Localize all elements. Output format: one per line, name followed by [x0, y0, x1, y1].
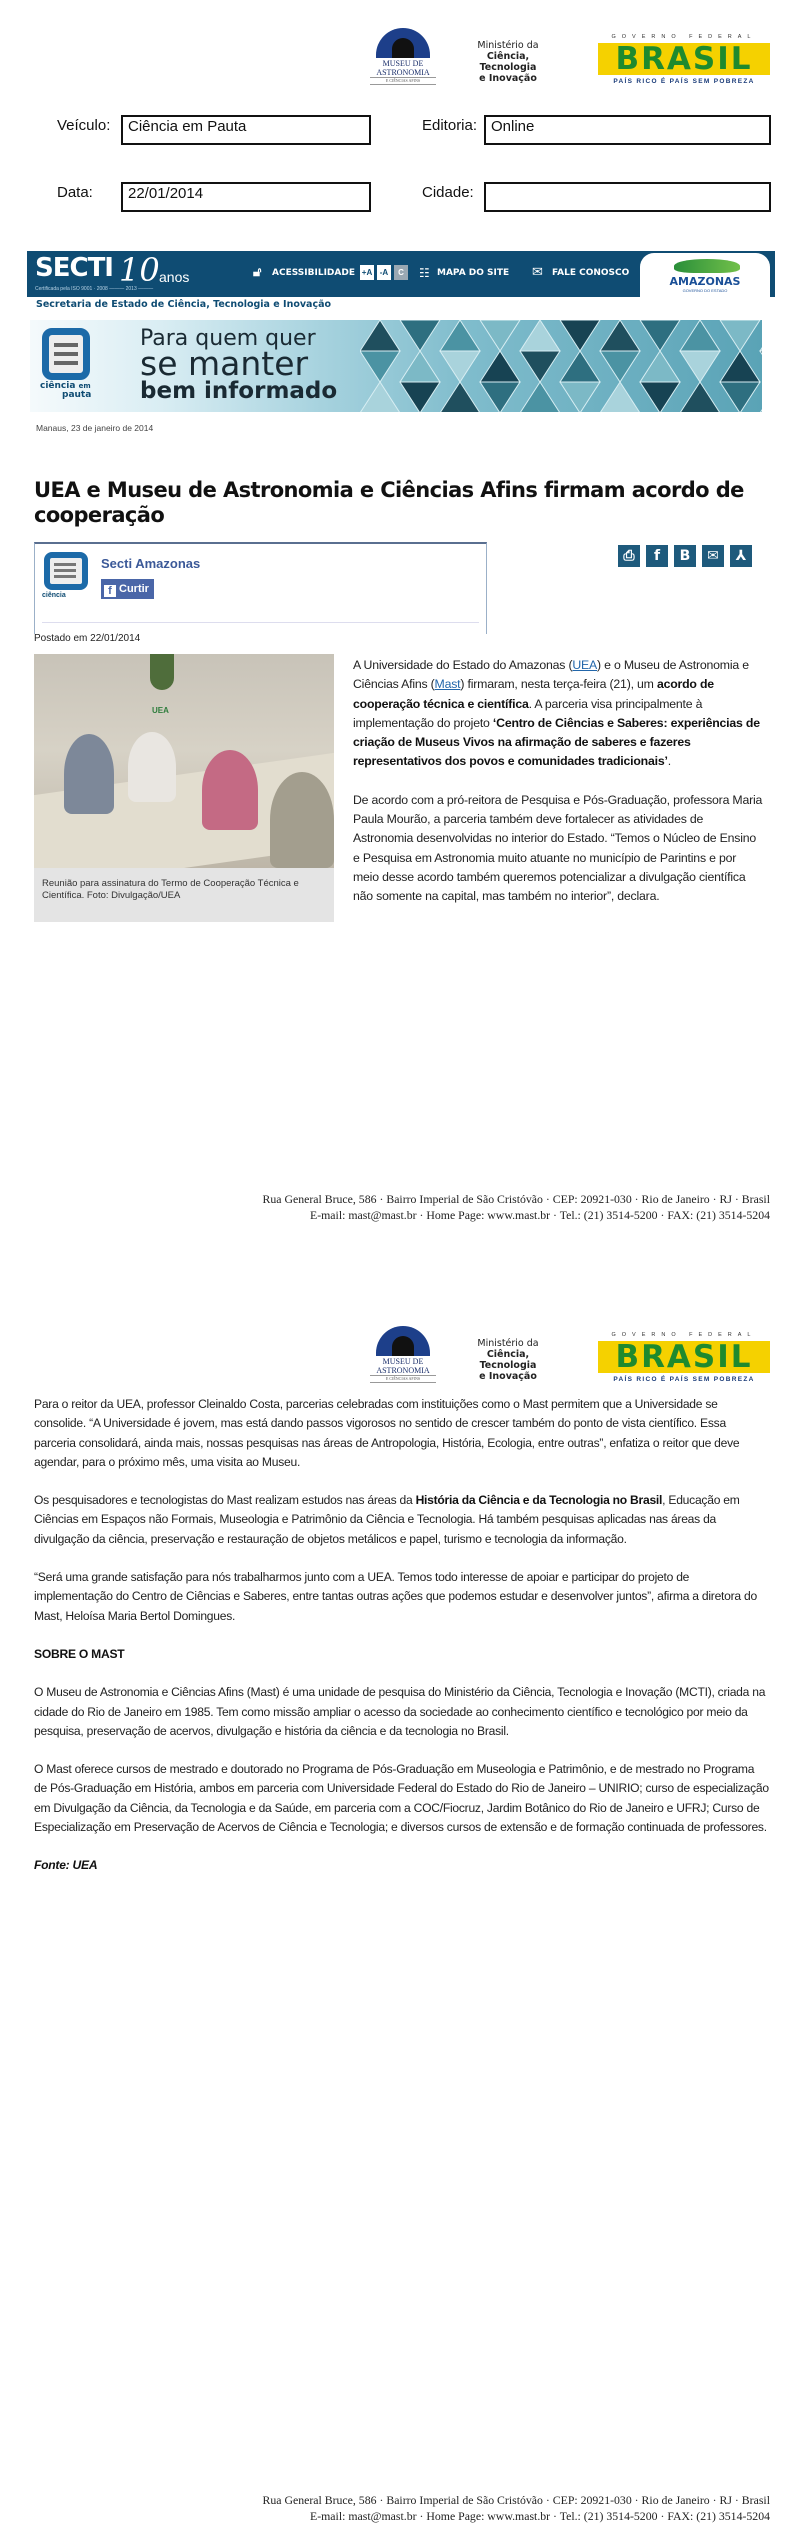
- photo-uea-sign: UEA: [152, 706, 169, 715]
- photo-caption: Reunião para assinatura do Termo de Cooperação Técnica e Científica. Foto: Divulgação/UEA: [42, 878, 299, 901]
- paragraph-4: [34, 1491, 770, 1549]
- data-label: Data:: [57, 184, 93, 201]
- p4-text-1: Os pesquisadores e tecnologistas do Mast realizam estudos nas áreas da: [34, 1493, 416, 1508]
- veiculo-label: Veículo:: [57, 117, 111, 134]
- pdf-icon[interactable]: ⅄: [730, 545, 752, 567]
- banner-brand: [40, 382, 91, 400]
- pattern-triangle: [600, 382, 640, 412]
- footer-contact: E-mail: mast@mast.br · Home Page: www.mast.br · Tel.: (21) 3514-5200 · FAX: (21) 3514-5204: [310, 1208, 770, 1222]
- p1-text-1: A Universidade do Estado do Amazonas (: [353, 658, 573, 672]
- p4-text-2: , Educação em Ciências em Espaços não Formais, Museologia e Patrimônio da Ciência e Tecnologia. Há também pesquisas aplicadas nas áreas da divulgação da ciência, preservação e restauração de objetos metálicos e papel, turismo e tecnologia da informação.: [34, 1493, 740, 1546]
- pattern-triangle: [520, 382, 560, 412]
- gov-logo-bottom: PAÍS RICO É PAÍS SEM POBREZA: [613, 1376, 755, 1383]
- pattern-triangle: [720, 320, 760, 351]
- mast-logo-line2: ASTRONOMIA: [376, 68, 430, 77]
- p1-text-5: .: [667, 754, 671, 769]
- amazonas-text: AMAZONAS: [669, 275, 741, 288]
- page1-footer: [180, 1191, 770, 1223]
- editoria-label: Editoria:: [422, 117, 478, 134]
- pattern-triangle: [640, 320, 680, 351]
- paragraph-5: “Será uma grande satisfação para nós trabalharmos junto com a UEA. Temos todo interesse de apoiar e participar do projeto de implementação do Centro de Ciências e Saberes, entre tantas outras ações que podemos estudar e desenvolver juntos”, afirma a diretora do Mast, Heloísa Maria Bertol Domingues.: [34, 1570, 757, 1623]
- pattern-triangle: [680, 382, 720, 412]
- pattern-triangle: [400, 382, 440, 412]
- facebook-page-widget: [34, 542, 487, 634]
- footer-address: Rua General Bruce, 586 · Bairro Imperial de São Cristóvão · CEP: 20921-030 · Rio de Janeiro · RJ · Brasil: [262, 2493, 770, 2507]
- pattern-triangle: [520, 320, 560, 351]
- pattern-triangle: [600, 320, 640, 351]
- facebook-share-icon[interactable]: f: [646, 545, 668, 567]
- gov-logo-top: GOVERNO FEDERAL: [611, 1332, 757, 1338]
- gov-logo-bottom: PAÍS RICO É PAÍS SEM POBREZA: [613, 78, 755, 85]
- page1-header-logos: [370, 28, 770, 92]
- article-title: UEA e Museu de Astronomia e Ciências Afins firmam acordo de cooperação: [34, 478, 744, 527]
- fb-like-label: Curtir: [119, 583, 149, 595]
- pattern-triangle: [760, 382, 762, 412]
- blogger-icon[interactable]: B: [674, 545, 696, 567]
- secretaria-title: Secretaria de Estado de Ciência, Tecnologia e Inovação: [36, 299, 332, 310]
- fb-page-avatar[interactable]: [42, 550, 94, 608]
- pattern-triangle: [640, 351, 680, 382]
- footer-contact: E-mail: mast@mast.br · Home Page: www.mast.br · Tel.: (21) 3514-5200 · FAX: (21) 3514-5204: [310, 2509, 770, 2523]
- pattern-triangle: [720, 382, 760, 412]
- p1-text-2: ) e o Museu de Astronomia e Ciências Afins (: [353, 658, 749, 692]
- pattern-triangle: [720, 351, 760, 382]
- banner-brand-line2: em: [78, 382, 91, 390]
- banner-line2: se manter: [140, 344, 309, 383]
- pattern-triangle: [480, 382, 520, 412]
- accessibility-label[interactable]: ACESSIBILIDADE: [272, 268, 355, 278]
- pattern-triangle: [400, 320, 440, 351]
- secti-10-years: 10: [119, 251, 160, 289]
- pattern-triangle: [400, 351, 440, 382]
- envelope-icon: ✉: [532, 265, 543, 280]
- pattern-triangle: [360, 382, 400, 412]
- paragraph-1: [353, 656, 763, 772]
- cidade-field[interactable]: [484, 182, 771, 212]
- observatory-dome-icon: [376, 1326, 430, 1356]
- secti-anos: anos: [159, 269, 190, 285]
- governo-federal-logo: [598, 1332, 770, 1390]
- amazonas-wave-icon: [674, 259, 740, 273]
- banner-brand-line1: ciência: [40, 381, 76, 391]
- page2-footer: [180, 2492, 770, 2524]
- speech-bubble-icon: [42, 328, 90, 380]
- article-photo-figure: [34, 654, 334, 922]
- banner-line1: Para quem quer: [140, 326, 316, 351]
- pattern-triangle: [440, 351, 480, 382]
- fb-page-name[interactable]: Secti Amazonas: [101, 556, 201, 571]
- email-icon[interactable]: ✉: [702, 545, 724, 567]
- paragraph-6: O Museu de Astronomia e Ciências Afins (Mast) é uma unidade de pesquisa do Ministério da Ciência, Tecnologia e Inovação (MCTI), criada na cidade do Rio de Janeiro em 1985. Tem como missão ampliar o acesso da sociedade ao conhecimento científico e tecnológico por meio da pesquisa, preservação de acervos, divulgação e história da ciência e da tecnologia no Brasil.: [34, 1685, 766, 1738]
- ministry-line1: Ministério da: [477, 1338, 539, 1349]
- divider: [42, 622, 479, 623]
- ministry-line2: Ciência, Tecnologia: [479, 1349, 537, 1371]
- pattern-triangle: [440, 320, 480, 351]
- facebook-icon: f: [104, 585, 116, 597]
- secti-certification: Certificada pela ISO 9001 · 2008 ——— 2013 ———: [35, 286, 154, 292]
- gov-logo-main: BRASIL: [598, 43, 770, 75]
- pattern-triangle: [760, 351, 762, 382]
- mast-link[interactable]: Mast: [434, 677, 461, 692]
- governo-federal-logo: [598, 34, 770, 92]
- article-continuation: [34, 1395, 770, 1895]
- pattern-triangle: [560, 320, 600, 351]
- veiculo-field[interactable]: Ciência em Pauta: [121, 115, 371, 145]
- fb-avatar-brand: ciência: [42, 592, 66, 599]
- ministry-logo: [458, 1338, 558, 1382]
- print-icon[interactable]: ⎙: [618, 545, 640, 567]
- ciencia-em-pauta-banner[interactable]: [30, 320, 762, 412]
- pattern-triangle: [360, 320, 400, 351]
- ministry-line2: Ciência, Tecnologia: [479, 51, 537, 73]
- gov-logo-main: BRASIL: [598, 1341, 770, 1373]
- pattern-triangle: [560, 351, 600, 382]
- contact-link[interactable]: FALE CONOSCO: [552, 268, 630, 278]
- pattern-triangle: [520, 351, 560, 382]
- ministry-logo: [458, 40, 558, 84]
- sitemap-icon: ☷: [419, 266, 430, 280]
- ministry-line3: e Inovação: [479, 1371, 537, 1382]
- sobre-heading: SOBRE O MAST: [34, 1646, 125, 1661]
- source-credit: Fonte: UEA: [34, 1858, 98, 1873]
- triangle-pattern: [360, 320, 762, 412]
- banner-line3: bem informado: [140, 378, 338, 404]
- sitemap-link[interactable]: MAPA DO SITE: [437, 268, 510, 278]
- observatory-dome-icon: [376, 28, 430, 58]
- p1-bold-1: acordo de cooperação técnica e científica: [353, 677, 714, 711]
- fb-like-button[interactable]: [101, 579, 154, 599]
- secti-logo[interactable]: SECTI: [35, 253, 113, 283]
- amazonas-logo[interactable]: [640, 253, 770, 297]
- cidade-label: Cidade:: [422, 184, 474, 201]
- amazonas-subtext: GOVERNO DO ESTADO: [682, 288, 728, 293]
- pattern-triangle: [680, 351, 720, 382]
- lock-icon: 🔓︎: [253, 265, 262, 280]
- pattern-triangle: [480, 351, 520, 382]
- page2-header-logos: [370, 1326, 770, 1390]
- mast-logo: [370, 28, 436, 92]
- font-decrease-button[interactable]: -A: [377, 265, 391, 280]
- pattern-triangle: [680, 320, 720, 351]
- paragraph-3: Para o reitor da UEA, professor Cleinaldo Costa, parcerias celebradas com instituições como o Mast permitem que a Universidade se consolide. “A Universidade é jovem, mas está dando passos vigorosos no sentido de crescer também do ponto de vista científico. Essa parceria consolidará, ainda mais, nossas pesquisas nas áreas de Antropologia, História, Ecologia, entre outras”, enfatiza o reitor que deve agendar, para o próximo mês, uma visita ao Museu.: [34, 1397, 740, 1469]
- article-photo[interactable]: [34, 654, 334, 868]
- pattern-triangle: [600, 351, 640, 382]
- pattern-triangle: [480, 320, 520, 351]
- data-field[interactable]: 22/01/2014: [121, 182, 371, 212]
- paragraph-2: De acordo com a pró-reitora de Pesquisa e Pós-Graduação, professora Maria Paula Mourão, a parceria também deve fortalecer as atividades de Astronomia desenvolvidas no interior do Estado. “Temos o Núcleo de Ensino e Pesquisa em Astronomia muito atuante no município de Parintins e por meio desse acordo também queremos potencializar a divulgação científica não somente na capital, mas também no interior”, declara.: [353, 792, 763, 904]
- banner-brand-line3: pauta: [62, 390, 92, 400]
- ministry-line3: e Inovação: [479, 73, 537, 84]
- article-column: [353, 656, 763, 926]
- footer-address: Rua General Bruce, 586 · Bairro Imperial de São Cristóvão · CEP: 20921-030 · Rio de Janeiro · RJ · Brasil: [262, 1192, 770, 1206]
- pattern-triangle: [640, 382, 680, 412]
- p1-text-4: . A parceria visa principalmente à implementação do projeto: [353, 696, 703, 730]
- p4-bold-1: História da Ciência e da Tecnologia no Brasil: [415, 1493, 663, 1508]
- mast-logo-line2: ASTRONOMIA: [376, 1366, 430, 1375]
- mast-logo-line1: MUSEU DE: [382, 1357, 424, 1366]
- pattern-triangle: [360, 351, 400, 382]
- editoria-field[interactable]: Online: [484, 115, 771, 145]
- pattern-triangle: [760, 320, 762, 351]
- pattern-triangle: [560, 382, 600, 412]
- p1-bold-2: ‘Centro de Ciências e Saberes: experiências de criação de Museus Vivos na afirmação de saberes e fazeres representativos dos povos e comunidades tradicionais’: [353, 715, 760, 769]
- gov-logo-top: GOVERNO FEDERAL: [611, 34, 757, 40]
- contrast-button[interactable]: C: [394, 265, 408, 280]
- dateline: Manaus, 23 de janeiro de 2014: [36, 423, 154, 433]
- mast-logo: [370, 1326, 436, 1390]
- uea-link[interactable]: UEA: [572, 658, 598, 672]
- paragraph-7: O Mast oferece cursos de mestrado e doutorado no Programa de Pós-Graduação em Museologia e Patrimônio, e de mestrado no Programa de Pós-Graduação em História, ambos em parceria com Universidade Federal do Estado do Rio de Janeiro – UNIRIO; curso de especialização em Divulgação da Ciência, da Tecnologia e da Saúde, em parceria com a COC/Fiocruz, Jardim Botânico do Rio de Janeiro e UFRJ; Curso de Especialização em Preservação de Acervos de Ciência e Tecnologia; e diversos cursos de extensão e de formação continuada de professores.: [34, 1762, 769, 1835]
- font-increase-button[interactable]: +A: [360, 265, 374, 280]
- mast-logo-line3: E CIÊNCIAS AFINS: [370, 77, 436, 85]
- uea-crest: [150, 654, 174, 690]
- mast-logo-line1: MUSEU DE: [382, 59, 424, 68]
- ministry-line1: Ministério da: [477, 40, 539, 51]
- mast-logo-line3: E CIÊNCIAS AFINS: [370, 1375, 436, 1383]
- p1-text-3: ) firmaram, nesta terça-feira (21), um: [460, 677, 657, 692]
- posted-date: Postado em 22/01/2014: [34, 633, 141, 644]
- pattern-triangle: [440, 382, 480, 412]
